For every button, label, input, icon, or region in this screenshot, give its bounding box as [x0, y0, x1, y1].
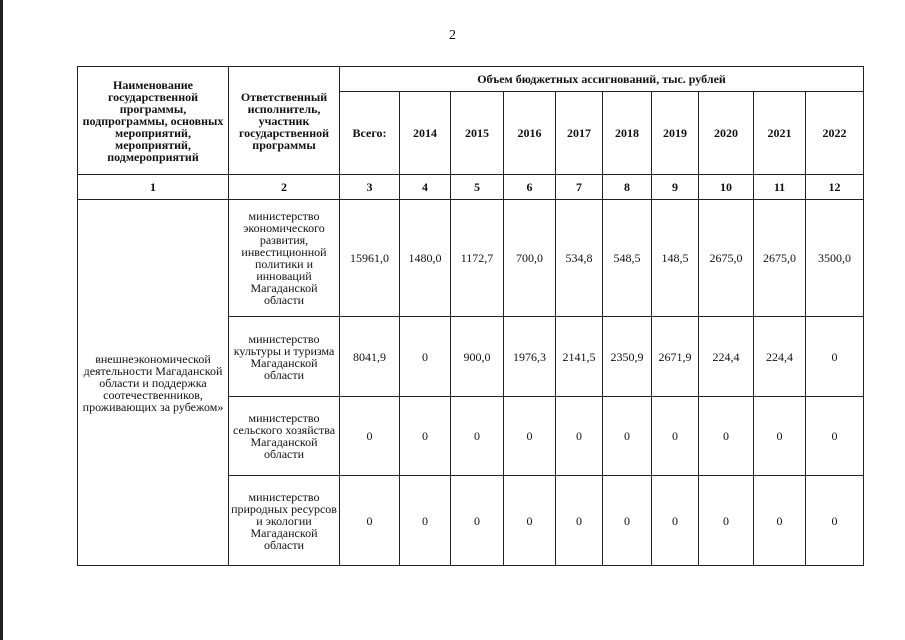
value-2018: 2350,9	[603, 317, 652, 397]
column-number: 6	[504, 175, 556, 200]
column-number: 4	[400, 175, 451, 200]
value-2017: 0	[556, 397, 603, 476]
header-executor: Ответственный исполнитель, участник государственной программы	[229, 67, 340, 175]
value-2014: 1480,0	[400, 200, 451, 317]
table-row	[78, 200, 864, 317]
value-2020: 0	[699, 476, 754, 566]
value-2021: 0	[754, 397, 806, 476]
value-2022: 0	[806, 476, 864, 566]
column-number: 12	[806, 175, 864, 200]
value-total: 0	[340, 397, 400, 476]
value-2020: 224,4	[699, 317, 754, 397]
value-2014: 0	[400, 397, 451, 476]
column-number: 11	[754, 175, 806, 200]
value-2022: 0	[806, 317, 864, 397]
header-year-2022: 2022	[806, 92, 864, 175]
value-2020: 2675,0	[699, 200, 754, 317]
value-total: 15961,0	[340, 200, 400, 317]
value-2019: 2671,9	[652, 317, 699, 397]
executor-cell: министерство культуры и туризма Магаданской области	[229, 317, 340, 397]
value-2016: 0	[504, 476, 556, 566]
header-year-total: Всего:	[340, 92, 400, 175]
value-2018: 0	[603, 397, 652, 476]
executor-cell: министерство природных ресурсов и экологии Магаданской области	[229, 476, 340, 566]
column-number: 1	[78, 175, 229, 200]
header-program-name: Наименование государственной программы, подпрограммы, основных мероприятий, мероприятий, подмероприятий	[78, 67, 229, 175]
value-2015: 1172,7	[451, 200, 504, 317]
header-row-top	[78, 67, 864, 92]
value-2017: 2141,5	[556, 317, 603, 397]
column-number: 5	[451, 175, 504, 200]
value-2015: 900,0	[451, 317, 504, 397]
column-number: 8	[603, 175, 652, 200]
value-2022: 3500,0	[806, 200, 864, 317]
executor-cell: министерство экономического развития, инвестиционной политики и инноваций Магаданской области	[229, 200, 340, 317]
value-2019: 148,5	[652, 200, 699, 317]
column-number: 9	[652, 175, 699, 200]
header-budget: Объем бюджетных ассигнований, тыс. рублей	[340, 67, 864, 92]
value-2019: 0	[652, 476, 699, 566]
value-2015: 0	[451, 397, 504, 476]
page-number: 2	[449, 28, 456, 43]
column-number: 2	[229, 175, 340, 200]
value-2019: 0	[652, 397, 699, 476]
value-2017: 0	[556, 476, 603, 566]
value-2016: 700,0	[504, 200, 556, 317]
value-2016: 0	[504, 397, 556, 476]
header-year-2017: 2017	[556, 92, 603, 175]
value-total: 8041,9	[340, 317, 400, 397]
value-2017: 534,8	[556, 200, 603, 317]
value-2021: 224,4	[754, 317, 806, 397]
value-total: 0	[340, 476, 400, 566]
header-year-2014: 2014	[400, 92, 451, 175]
value-2021: 2675,0	[754, 200, 806, 317]
column-number: 3	[340, 175, 400, 200]
value-2022: 0	[806, 397, 864, 476]
value-2018: 0	[603, 476, 652, 566]
header-year-2016: 2016	[504, 92, 556, 175]
budget-table	[77, 66, 864, 566]
header-year-2019: 2019	[652, 92, 699, 175]
column-number-row	[78, 175, 864, 200]
column-number: 10	[699, 175, 754, 200]
value-2016: 1976,3	[504, 317, 556, 397]
value-2021: 0	[754, 476, 806, 566]
scan-left-edge	[0, 0, 3, 640]
column-number: 7	[556, 175, 603, 200]
value-2015: 0	[451, 476, 504, 566]
program-name-cell: внешнеэкономической деятельности Магаданской области и поддержка соотечественников, проживающих за рубежом»	[78, 200, 229, 566]
value-2014: 0	[400, 476, 451, 566]
executor-cell: министерство сельского хозяйства Магаданской области	[229, 397, 340, 476]
value-2018: 548,5	[603, 200, 652, 317]
header-year-2015: 2015	[451, 92, 504, 175]
header-year-2021: 2021	[754, 92, 806, 175]
header-year-2018: 2018	[603, 92, 652, 175]
value-2020: 0	[699, 397, 754, 476]
value-2014: 0	[400, 317, 451, 397]
header-year-2020: 2020	[699, 92, 754, 175]
